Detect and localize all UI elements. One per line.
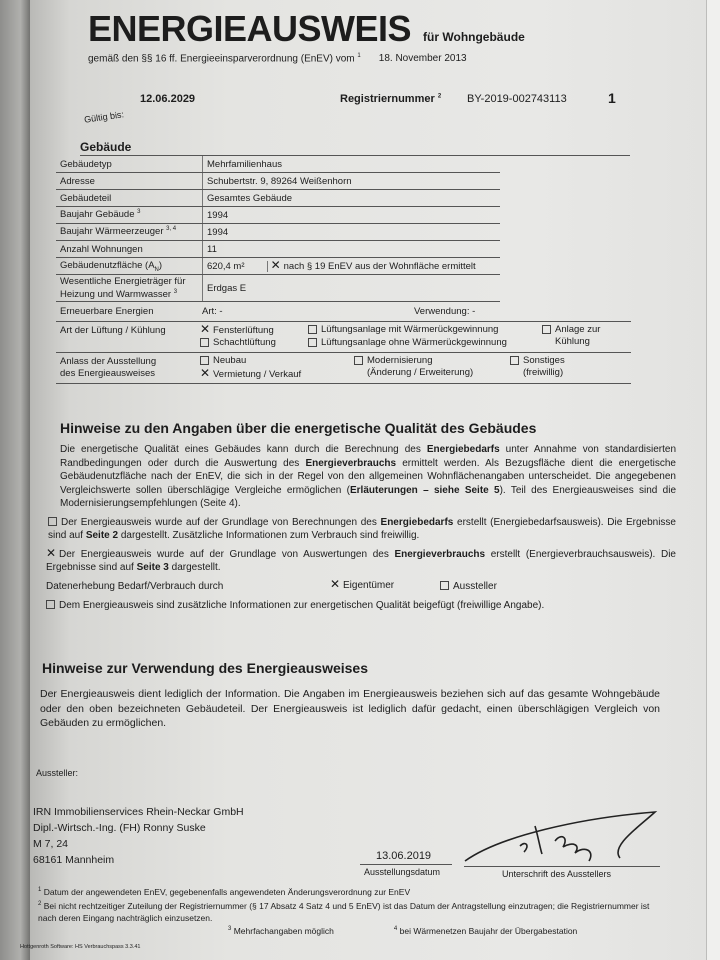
option-without-recovery[interactable] xyxy=(308,337,507,348)
issuer-line: Dipl.-Wirtsch.-Ing. (FH) Ronny Suske xyxy=(33,822,206,834)
option-label: Lüftungsanlage mit Wärmerückgewinnung xyxy=(321,324,499,336)
building-section xyxy=(56,140,636,384)
row-label: Gebäudetyp xyxy=(56,156,203,173)
option-with-recovery[interactable] xyxy=(308,324,498,335)
footnote-ref: 3 xyxy=(137,209,141,216)
valid-date: 12.06.2029 xyxy=(140,93,196,105)
usage-text: Der Energieausweis dient lediglich der Information. Die Angaben im Energieausweis beziehen sich auf das gesamte Wohngebäude oder den oben bezeichneten Gebäudeteil. Der Energieausweis ist lediglich dafür gedacht, einen überschlägigen Vergleich von Gebäuden zu ermöglichen. xyxy=(40,688,660,729)
label-text: Baujahr Gebäude xyxy=(60,209,135,221)
issuer-label: Aussteller: xyxy=(36,768,79,778)
section-title-building: Gebäude xyxy=(80,140,630,156)
area-note: nach § 19 EnEV aus der Wohnfläche ermittelt xyxy=(283,261,476,272)
checked-x-icon: ✕ xyxy=(200,366,211,381)
reason-row xyxy=(56,353,631,384)
checked-x-icon: ✕ xyxy=(270,258,281,272)
row-value: 1994 xyxy=(203,207,501,224)
data-collection-row xyxy=(46,576,676,595)
option-extra-info[interactable] xyxy=(46,599,676,613)
document-header xyxy=(88,10,688,65)
text: unter Annahme von standardisierten Randbedingungen oder durch die Auswertung des xyxy=(60,444,677,469)
option-label: (freiwillig) xyxy=(523,367,564,379)
row-label: Erneuerbare Energien xyxy=(60,306,154,318)
option-modernisation[interactable] xyxy=(354,355,473,379)
issue-date-label: Ausstellungsdatum xyxy=(364,867,441,877)
text-bold: Seite 3 xyxy=(136,562,169,573)
adjacent-page-edge xyxy=(0,0,34,960)
table-row xyxy=(56,173,500,190)
footnotes xyxy=(38,884,668,937)
row-label xyxy=(56,207,203,224)
text-bold: Seite 2 xyxy=(85,530,119,541)
usage-title: Hinweise zur Verwendung des Energieausweises xyxy=(42,660,369,676)
checkbox-icon xyxy=(200,338,209,347)
issuer-line: IRN Immobilienservices Rhein-Neckar GmbH xyxy=(33,806,244,818)
label-text: ) xyxy=(158,259,163,271)
table-row xyxy=(56,207,500,224)
usage-section xyxy=(40,660,660,731)
footnote-ref: 3 xyxy=(173,289,178,295)
checkbox-icon xyxy=(46,600,55,609)
text: erstellt (Energieverbrauchsausweis). Die Ergebnisse sind auf xyxy=(46,548,676,573)
option-label: Sonstiges xyxy=(523,355,565,367)
row-value: Mehrfamilienhaus xyxy=(203,156,501,173)
text-bold: Erläuterungen – siehe Seite 5 xyxy=(350,484,500,496)
notes-title: Hinweise zu den Angaben über die energetische Qualität des Gebäudes xyxy=(60,420,537,436)
row-value: 11 xyxy=(203,241,501,258)
signature xyxy=(460,806,660,864)
footnote-2: $^2$ Bei nicht rechtzeitiger Zuteilung der Registriernummer (§ 17 Absatz 4 Satz 4 und 5 EnEV) ist das Datum der Antragstellung einzutragen; die Registriernummer ist nach deren Eingang nachträglich einzusetzen. xyxy=(38,900,650,923)
row-label: Adresse xyxy=(56,173,203,190)
footnote-ref: 2 xyxy=(437,93,442,100)
option-label: Aussteller xyxy=(453,580,497,592)
row-value xyxy=(203,258,501,275)
checkbox-icon xyxy=(440,581,449,590)
row-label: Art der Lüftung / Kühlung xyxy=(60,325,166,337)
text: ). Teil des Energieausweises sind die Modernisierungsempfehlungen (Seite 4). xyxy=(60,484,676,509)
title-suffix: für Wohngebäude xyxy=(423,30,525,44)
reg-label xyxy=(340,93,441,105)
building-table xyxy=(56,156,500,302)
option-consumption-certificate xyxy=(46,545,676,575)
checkbox-icon xyxy=(354,356,363,365)
footnote-text: bei Wärmenetzen Baujahr der Übergabestation xyxy=(399,926,578,937)
checkbox-icon xyxy=(542,325,551,334)
label-text: Wesentliche Energieträger für xyxy=(60,276,186,287)
checked-x-icon[interactable]: ✕ xyxy=(46,545,57,560)
label-text: Gebäudenutzfläche (A xyxy=(60,259,155,271)
software-note: Hottgenroth Software: HS Verbrauchspass 3.3.41 xyxy=(20,944,141,950)
row-value: 1994 xyxy=(203,224,501,241)
text: Die energetische Qualität eines Gebäudes kann durch die Berechnung des xyxy=(60,444,427,455)
text-bold: Energieverbrauchs xyxy=(305,457,397,469)
issue-date: 13.06.2019 xyxy=(376,850,432,862)
row-label xyxy=(56,258,203,275)
checkbox-icon xyxy=(510,356,519,365)
issuer-line: M 7, 24 xyxy=(33,838,69,850)
option-label: Lüftungsanlage ohne Wärmerückgewinnung xyxy=(321,337,507,349)
table-row xyxy=(56,241,500,258)
notes-section xyxy=(46,420,676,613)
text-bold: Energiebedarfs xyxy=(380,516,454,528)
checked-x-icon: ✕ xyxy=(200,322,211,337)
checked-x-icon: ✕ xyxy=(330,576,341,591)
checkbox-icon xyxy=(308,338,317,347)
text-bold: Energieverbrauchs xyxy=(394,548,486,560)
label-text: des Energieausweises xyxy=(60,368,156,380)
option-label: Dem Energieausweis sind zusätzliche Informationen zur energetischen Qualität beigefügt (freiwillige Angabe). xyxy=(59,599,545,611)
row-label: Anzahl Wohnungen xyxy=(56,241,203,258)
row-label xyxy=(60,356,156,380)
notes-paragraph xyxy=(60,443,676,511)
document-title: ENERGIEAUSWEIS xyxy=(88,8,412,49)
footnote-text: Mehrfachangaben möglich xyxy=(233,926,334,937)
label-text: Anlass der Ausstellung xyxy=(60,356,157,368)
area-value: 620,4 m² xyxy=(207,261,268,272)
valid-label: Gültig bis: xyxy=(83,109,125,125)
label-sub: N xyxy=(154,266,159,273)
option-shaft[interactable] xyxy=(200,337,276,348)
option-label: Kühlung xyxy=(555,336,590,348)
option-label: Vermietung / Verkauf xyxy=(213,369,302,381)
row-value: Schubertstr. 9, 89264 Weißenhorn xyxy=(203,173,501,190)
option-window[interactable] xyxy=(200,324,274,336)
text: Der Energieausweis wurde auf der Grundlage von Berechnungen des xyxy=(61,516,381,528)
subtitle-text: gemäß den §§ 16 ff. Energieeinsparverordnung (EnEV) vom xyxy=(88,53,355,65)
text: ermittelt werden. Als Bezugsfläche dient die energetische Gebäudenutzfläche nach der EnEV, die sich in der Regel von den allgemeinen Wohnflächenangaben unterscheidet. Die angegebenen Vergleichswerte sollen überschlägige Vergleiche ermöglichen ( xyxy=(60,457,676,496)
issuer-line: 68161 Mannheim xyxy=(33,854,115,866)
checkbox-icon[interactable] xyxy=(48,517,57,526)
table-row xyxy=(56,156,500,173)
ventilation-row xyxy=(56,322,631,353)
row-value: Gesamtes Gebäude xyxy=(203,190,501,207)
option-label: Schachtlüftung xyxy=(213,337,276,349)
reg-label-text: Registriernummer xyxy=(340,93,435,105)
row-label xyxy=(56,224,203,241)
option-label: (Änderung / Erweiterung) xyxy=(367,367,474,379)
row-value: Erdgas E xyxy=(203,275,501,302)
checkbox-icon xyxy=(308,325,317,334)
label-text: Heizung und Warmwasser xyxy=(60,289,172,301)
text: erstellt (Energiebedarfsausweis). Die Ergebnisse sind auf xyxy=(48,516,676,541)
option-label: Neubau xyxy=(213,355,247,367)
renewable-type: Art: - xyxy=(202,306,223,318)
text: Der Energieausweis wurde auf der Grundlage von Auswertungen des xyxy=(59,548,395,560)
table-row xyxy=(56,275,500,302)
footnote-ref: 3, 4 xyxy=(166,226,177,233)
row-label xyxy=(56,275,203,302)
title-row xyxy=(88,10,688,48)
option-rent-sale[interactable] xyxy=(200,368,301,380)
option-other[interactable] xyxy=(510,355,565,379)
row-label: Gebäudeteil xyxy=(56,190,203,207)
option-cooling[interactable] xyxy=(542,324,600,348)
reg-number: BY-2019-002743113 xyxy=(467,93,567,105)
label-text: Baujahr Wärmeerzeuger xyxy=(60,226,164,238)
table-row xyxy=(56,190,500,207)
issuer-address xyxy=(33,804,244,868)
renewable-use: Verwendung: - xyxy=(414,306,476,318)
footnote-text: Datum der angewendeten EnEV, gegebenenfalls angewendeten Änderungsverordnung zur EnEV xyxy=(43,886,411,897)
checkbox-icon xyxy=(200,356,209,365)
option-label: Modernisierung xyxy=(367,355,433,367)
text: dargestellt. Zusätzliche Informationen zum Verbrauch sind freiwillig. xyxy=(118,530,420,541)
option-label: Anlage zur xyxy=(555,324,601,336)
text: dargestellt. xyxy=(168,562,221,573)
footnote-3-4: $^3$ Mehrfachangaben möglich $^4$ bei Wärmenetzen Baujahr der Übergabestation xyxy=(228,926,578,937)
divider xyxy=(464,866,660,867)
divider xyxy=(360,864,452,865)
table-row xyxy=(56,258,500,275)
footnote-text: Bei nicht rechtzeitiger Zuteilung der Registriernummer (§ 17 Absatz 4 Satz 4 und 5 EnEV) ist das Datum der Antragstellung einzutragen; die Registriernummer ist nach deren Eingang nachträglich einzusetzen. xyxy=(38,900,650,923)
subtitle xyxy=(88,50,688,65)
option-label: Fensterlüftung xyxy=(213,325,274,337)
option-owner[interactable] xyxy=(330,576,395,593)
renewable-row xyxy=(56,302,631,322)
table-row xyxy=(56,224,500,241)
option-demand-certificate xyxy=(48,516,676,543)
footnote-ref: 1 xyxy=(357,53,361,59)
option-label: Eigentümer xyxy=(343,579,395,591)
text-bold: Energiebedarfs xyxy=(426,444,500,455)
page-number: 1 xyxy=(608,90,616,106)
data-collection-label: Datenerhebung Bedarf/Verbrauch durch xyxy=(46,580,224,592)
signature-label: Unterschrift des Ausstellers xyxy=(502,869,612,879)
footnote-1: $^1$ Datum der angewendeten EnEV, gegebenenfalls angewendeten Änderungsverordnung zur EnEV xyxy=(38,886,411,897)
option-new[interactable] xyxy=(200,355,246,366)
subtitle-date: 18. November 2013 xyxy=(378,53,467,65)
option-issuer[interactable] xyxy=(440,580,497,594)
page-edge xyxy=(706,0,720,960)
